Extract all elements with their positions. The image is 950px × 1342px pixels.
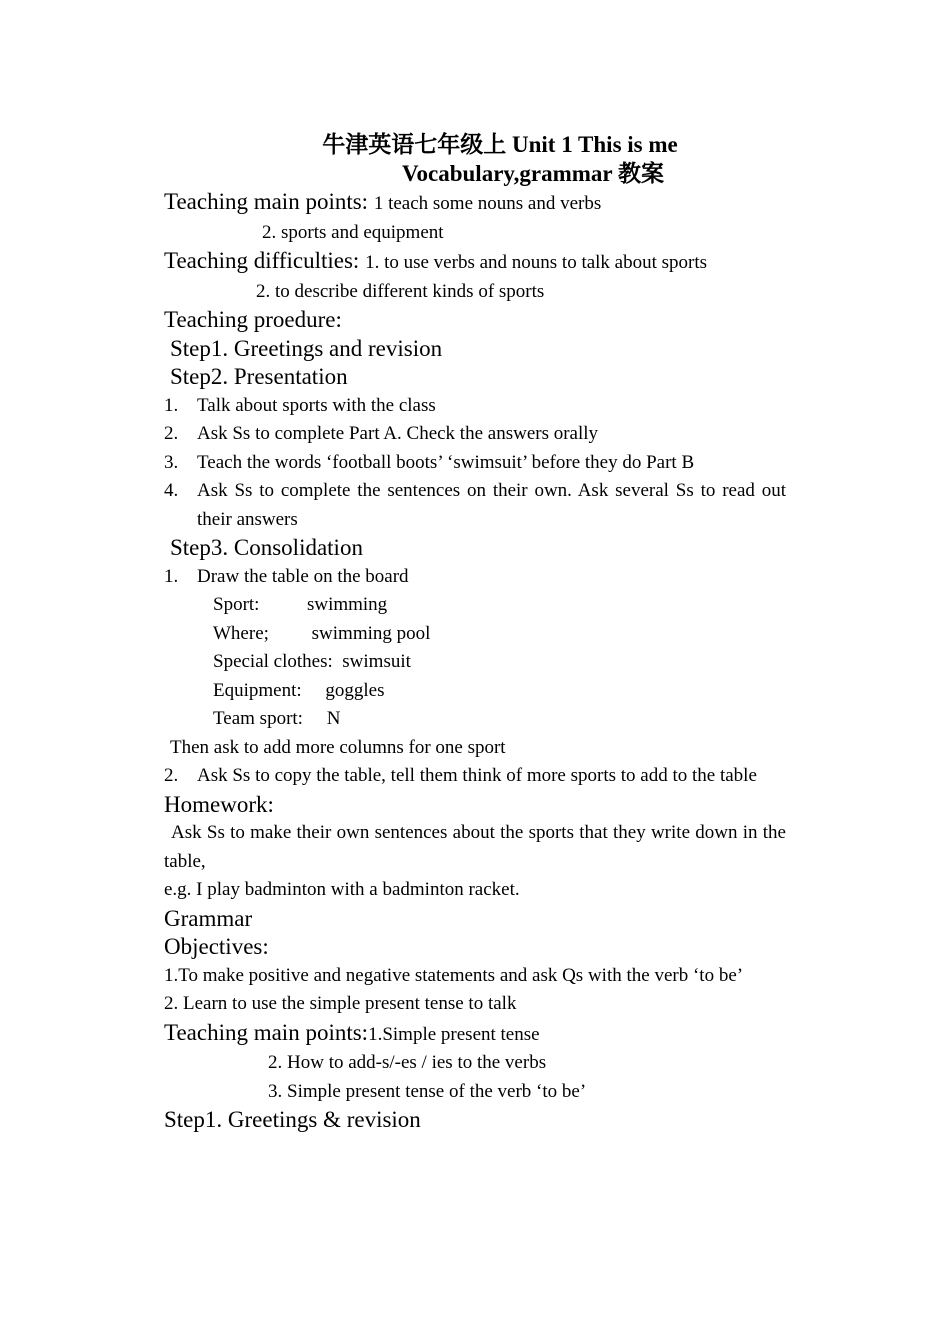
then-text: Then ask to add more columns for one sport	[170, 736, 506, 758]
list-item-number: 1.	[164, 394, 179, 416]
objective-1: 1.To make positive and negative statements and ask Qs with the verb ‘to be’	[164, 964, 744, 986]
list-item-number: 3.	[164, 451, 179, 473]
list-item	[164, 477, 786, 534]
list-item-text: Talk about sports with the class	[197, 394, 436, 416]
list-item	[164, 563, 786, 592]
main-points-item-1: 1 teach some nouns and verbs	[373, 193, 602, 214]
grammar-main-point-1: 1.Simple present tense	[368, 1023, 540, 1045]
homework-text: Ask Ss to make their own sentences about the sports that they write down in the table,	[164, 822, 786, 872]
grammar-main-point-2: 2. How to add-s/-es / ies to the verbs	[268, 1052, 547, 1073]
step2-heading: Step2. Presentation	[170, 364, 348, 389]
title-line-2: Vocabulary,grammar 教案	[402, 161, 664, 186]
list-item-text: Ask Ss to complete Part A. Check the answers orally	[197, 423, 599, 444]
main-points-item-2: 2. sports and equipment	[262, 221, 444, 243]
list-item	[164, 420, 786, 449]
document-title	[164, 130, 786, 188]
list-item-text: Ask Ss to copy the table, tell them think of more sports to add to the table	[197, 765, 757, 786]
list-item-number: 1.	[164, 565, 179, 587]
step1-heading: Step1. Greetings and revision	[170, 335, 443, 361]
table-row: Special clothes: swimsuit	[213, 651, 411, 672]
difficulties-item-1: 1. to use verbs and nouns to talk about sports	[365, 252, 708, 273]
grammar-step1-heading: Step1. Greetings & revision	[164, 1107, 421, 1132]
title-line-1: 牛津英语七年级上 Unit 1 This is me	[322, 132, 678, 157]
difficulties-item-2: 2. to describe different kinds of sports	[256, 280, 545, 302]
table-row: Where; swimming pool	[213, 622, 431, 644]
main-points-label: Teaching main points:	[164, 189, 369, 214]
list-item	[164, 449, 786, 478]
main-points-row	[164, 188, 786, 219]
grammar-main-points-label: Teaching main points:	[164, 1019, 369, 1045]
grammar-heading: Grammar	[164, 905, 253, 931]
list-item-number: 2.	[164, 423, 179, 444]
grammar-main-point-3: 3. Simple present tense of the verb ‘to be’	[268, 1080, 587, 1102]
table-row: Team sport: N	[213, 708, 341, 729]
list-item-text: Teach the words ‘football boots’ ‘swimsuit’ before they do Part B	[197, 451, 695, 473]
grammar-main-points-row	[164, 1019, 786, 1050]
homework-example: e.g. I play badminton with a badminton racket.	[164, 879, 520, 900]
step3-heading: Step3. Consolidation	[170, 535, 363, 560]
board-table	[164, 591, 786, 734]
objectives-heading: Objectives:	[164, 934, 269, 959]
list-item	[164, 762, 786, 791]
list-item-number: 2.	[164, 765, 179, 786]
list-item	[164, 392, 786, 421]
list-item-text: Draw the table on the board	[197, 565, 409, 587]
procedure-heading: Teaching proedure:	[164, 307, 342, 332]
objective-2: 2. Learn to use the simple present tense to talk	[164, 993, 517, 1014]
table-row: Equipment: goggles	[213, 679, 385, 701]
homework-heading: Homework:	[164, 791, 274, 817]
table-row: Sport: swimming	[213, 594, 388, 615]
lesson-plan-document	[164, 130, 786, 1135]
list-item-number: 4.	[164, 480, 179, 501]
difficulties-row	[164, 247, 786, 278]
list-item-text: Ask Ss to complete the sentences on their own. Ask several Ss to read out their answers	[197, 480, 786, 530]
difficulties-label: Teaching difficulties:	[164, 248, 360, 273]
